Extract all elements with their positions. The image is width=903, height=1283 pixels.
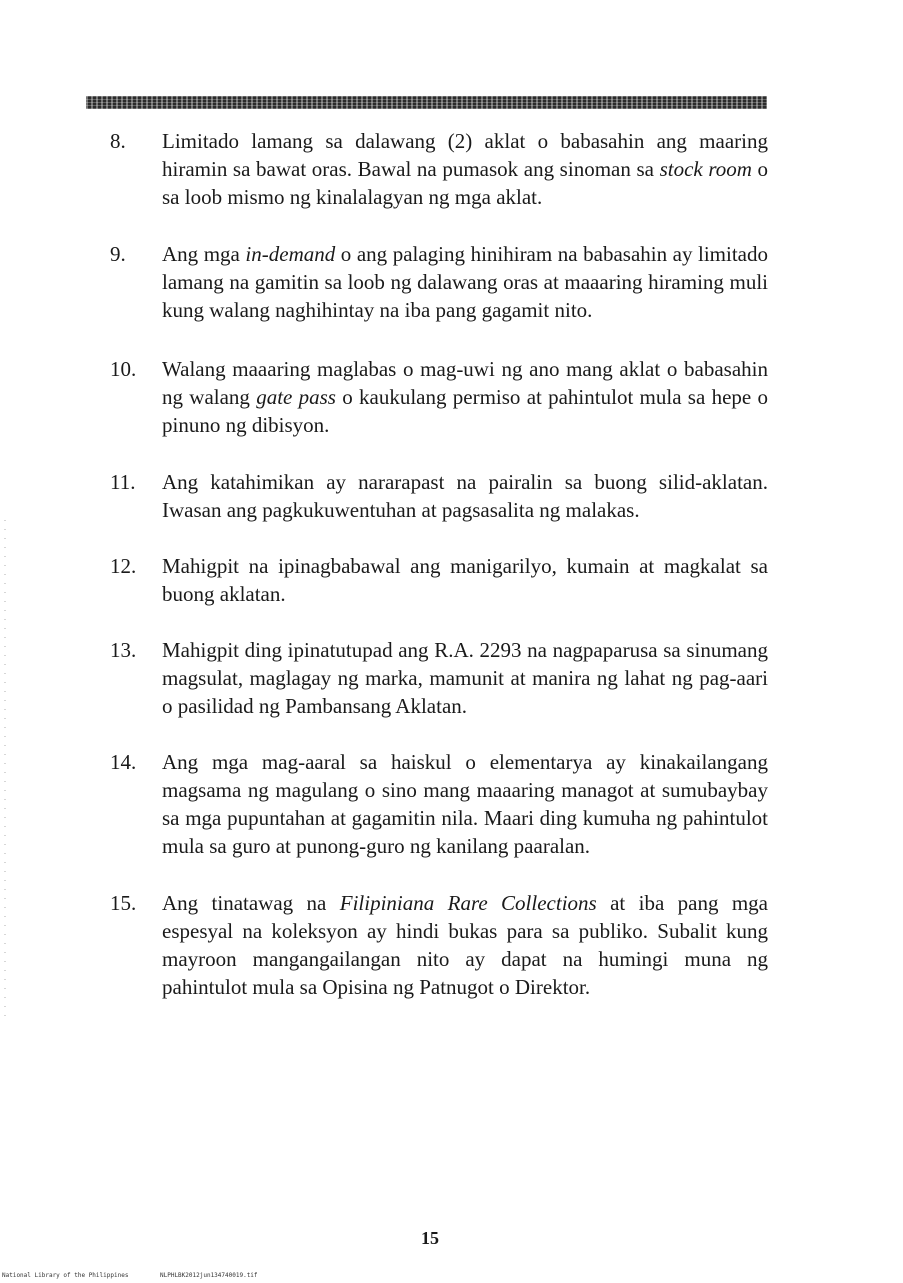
- rule-text-italic: stock room: [659, 157, 752, 181]
- rule-text-italic: gate pass: [256, 385, 336, 409]
- rule-text: [162, 748, 768, 860]
- rule-text-segment: at iba pang mga espesyal na koleksyon ay hindi bukas para sa publiko. Subalit kung mayroon mangangailangan nito ay dapat na humingi muna ng pahintulot mula sa Opisina ng Patnugot o Direktor.: [162, 891, 768, 999]
- rule-number: 12.: [110, 554, 137, 578]
- rule-text-segment: o kaukulang permiso at pahintulot mula sa hepe o pinuno ng dibisyon.: [162, 385, 768, 437]
- rule-text-segment: o ang palaging hinihiram na babasahin ay limitado lamang na gamitin sa loob ng dalawang oras at maaaring hiraming muli kung walang naghihintay na iba pang gagamit nito.: [162, 242, 768, 322]
- rule-text: [162, 355, 768, 439]
- rule-text-segment: Ang mga: [162, 242, 246, 266]
- rule-number: 9.: [110, 242, 126, 266]
- rule-number: 13.: [110, 638, 137, 662]
- page-number: 15: [421, 1228, 439, 1248]
- rule-number: 11.: [110, 470, 136, 494]
- rule-text: [162, 240, 768, 324]
- rule-number: 8.: [110, 129, 126, 153]
- rule-number: 15.: [110, 891, 137, 915]
- rule-text-italic: Filipiniana Rare Collections: [339, 891, 597, 915]
- rule-text-segment: Limitado lamang sa dalawang (2) aklat o babasahin ang maaring hiramin sa bawat oras. Bawal na pumasok ang sinoman sa: [162, 129, 768, 181]
- footer-source: National Library of the Philippines: [2, 1272, 129, 1279]
- rule-text-segment: Walang maaaring maglabas o mag-uwi ng ano mang aklat o babasahin ng walang: [162, 357, 768, 409]
- rule-text: [162, 127, 768, 211]
- rule-text-segment: Ang tinatawag na: [162, 891, 340, 915]
- rule-number: 14.: [110, 750, 137, 774]
- rule-text-italic: in-demand: [245, 242, 336, 266]
- rule-text: [162, 468, 768, 524]
- rule-text: [162, 889, 768, 1001]
- rule-text-segment: Mahigpit na ipinagbabawal ang manigarilyo, kumain at magkalat sa buong aklatan.: [162, 554, 768, 606]
- footer-file-id: NLPHLBK2012jun134740019.tif: [160, 1272, 258, 1279]
- rule-text-segment: Ang mga mag-aaral sa haiskul o elementarya ay kinakailangang magsama ng magulang o sino mang maaaring managot at sumubaybay sa mga pupuntahan at gagamitin nila. Maari ding kumuha ng pahintulot mula sa guro at punong-guro ng kanilang paaralan.: [162, 750, 768, 858]
- rule-text-segment: o sa loob mismo ng kinalalagyan ng mga aklat.: [162, 157, 768, 209]
- rule-text: [162, 636, 768, 720]
- rule-text: [162, 552, 768, 608]
- rule-number: 10.: [110, 357, 137, 381]
- rule-text-segment: Mahigpit ding ipinatutupad ang R.A. 2293 na nagpaparusa sa sinumang magsulat, maglagay ng marka, mamunit at manira ng lahat ng pag-aari o pasilidad ng Pambansang Aklatan.: [162, 638, 768, 718]
- rule-text-segment: Ang katahimikan ay nararapast na pairalin sa buong silid-aklatan. Iwasan ang pagkukuwentuhan at pagsasalita ng malakas.: [162, 470, 768, 522]
